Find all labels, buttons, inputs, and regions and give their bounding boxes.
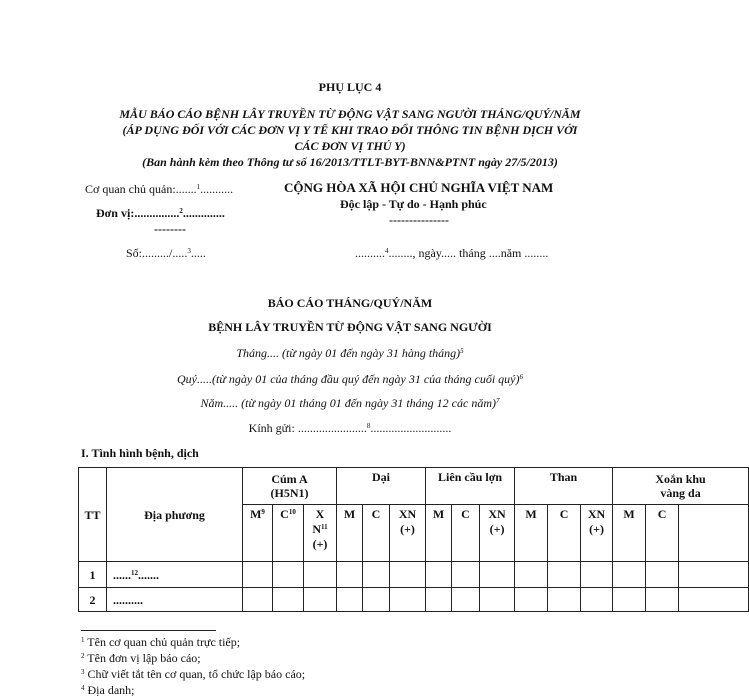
subheader-m: M — [426, 505, 452, 562]
subheader-xn: X $N^{11}$ (+) — [304, 505, 337, 562]
unit-field: Đơn vị:...............$^2$.............. — [96, 206, 225, 220]
footnote-3: $^3$ Chữ viết tắt tên cơ quan, tổ chức lập báo cáo; — [81, 667, 306, 681]
header-disease-flu: Cúm A (H5N1) — [243, 468, 337, 505]
table-row — [79, 562, 749, 588]
subheader-xn: XN (+) — [581, 505, 613, 562]
place-date-field: ..........$^4$........, ngày..... tháng ....năm ........ — [355, 246, 549, 260]
subheader-c: C — [452, 505, 480, 562]
header-disease-strep-suis: Liên cầu lợn — [426, 468, 515, 505]
motto-rule: --------------- — [389, 213, 449, 227]
row-tt: 1 — [79, 562, 107, 588]
header-disease-rabies: Dại — [337, 468, 426, 505]
table-row — [79, 588, 749, 612]
row-locality: ......$^{12}$....... — [107, 562, 243, 588]
table-header-row — [79, 468, 749, 505]
national-motto: Độc lập - Tự do - Hạnh phúc — [340, 197, 487, 211]
subheader-m: M — [337, 505, 363, 562]
subheader-xn: XN (+) — [390, 505, 426, 562]
subheader-c: C — [548, 505, 581, 562]
title-line-3: CÁC ĐƠN VỊ THÚ Y) — [294, 139, 406, 153]
footnote-1: $^1$ Tên cơ quan chủ quản trực tiếp; — [81, 635, 241, 649]
row-locality: .......... — [107, 588, 243, 612]
row-tt: 2 — [79, 588, 107, 612]
report-title-2: BỆNH LÂY TRUYỀN TỪ ĐỘNG VẬT SANG NGƯỜI — [208, 320, 492, 334]
disease-report-table — [78, 467, 749, 612]
header-disease-leptospirosis: Xoắn khu vàng da — [613, 468, 749, 505]
subheader-m: M — [613, 505, 646, 562]
footnote-4: $^4$ Địa danh; — [81, 683, 135, 697]
subheader-c: $C^{10}$ — [273, 505, 304, 562]
month-period: Tháng.... (từ ngày 01 đến ngày 31 hàng tháng)$^5$ — [236, 346, 464, 360]
report-title-1: BÁO CÁO THÁNG/QUÝ/NĂM — [267, 296, 433, 310]
subheader-empty — [679, 505, 749, 562]
agency-field: Cơ quan chủ quản:.......$^1$........... — [85, 182, 234, 196]
title-line-2: (ÁP DỤNG ĐỐI VỚI CÁC ĐƠN VỊ Y TẾ KHI TRAO ĐỔI THÔNG TIN BỆNH DỊCH VỚI — [122, 123, 578, 137]
quarter-period: Quý.....(từ ngày 01 của tháng đầu quý đến ngày 31 của tháng cuối quý)$^6$ — [177, 372, 523, 386]
subheader-c: C — [363, 505, 390, 562]
header-disease-anthrax: Than — [515, 468, 613, 505]
issued-by: (Ban hành kèm theo Thông tư số 16/2013/TTLT-BYT-BNN&PTNT ngày 27/5/2013) — [142, 155, 558, 169]
appendix-label: PHỤ LỤC 4 — [318, 80, 382, 94]
subheader-m: $M^9$ — [243, 505, 273, 562]
subheader-xn: XN (+) — [480, 505, 515, 562]
send-to-field: Kính gửi: .......................$^8$........................... — [248, 421, 452, 435]
section-heading: I. Tình hình bệnh, dịch — [81, 446, 199, 460]
subheader-c: C — [646, 505, 679, 562]
footnote-2: $^2$ Tên đơn vị lập báo cáo; — [81, 651, 201, 665]
header-locality: Địa phương — [107, 468, 243, 562]
unit-rule: -------- — [154, 222, 186, 236]
subheader-m: M — [515, 505, 548, 562]
nation-name: CỘNG HÒA XÃ HỘI CHỦ NGHĨA VIỆT NAM — [284, 180, 554, 195]
year-period: Năm..... (từ ngày 01 tháng 01 đến ngày 31 tháng 12 các năm)$^7$ — [200, 396, 500, 410]
title-line-1: MẪU BÁO CÁO BỆNH LÂY TRUYỀN TỪ ĐỘNG VẬT SANG NGƯỜI THÁNG/QUÝ/NĂM — [119, 107, 581, 121]
header-tt: TT — [79, 468, 107, 562]
document-number-field: Số:........./.....$^3$..... — [126, 246, 206, 260]
footnote-separator — [81, 630, 216, 631]
